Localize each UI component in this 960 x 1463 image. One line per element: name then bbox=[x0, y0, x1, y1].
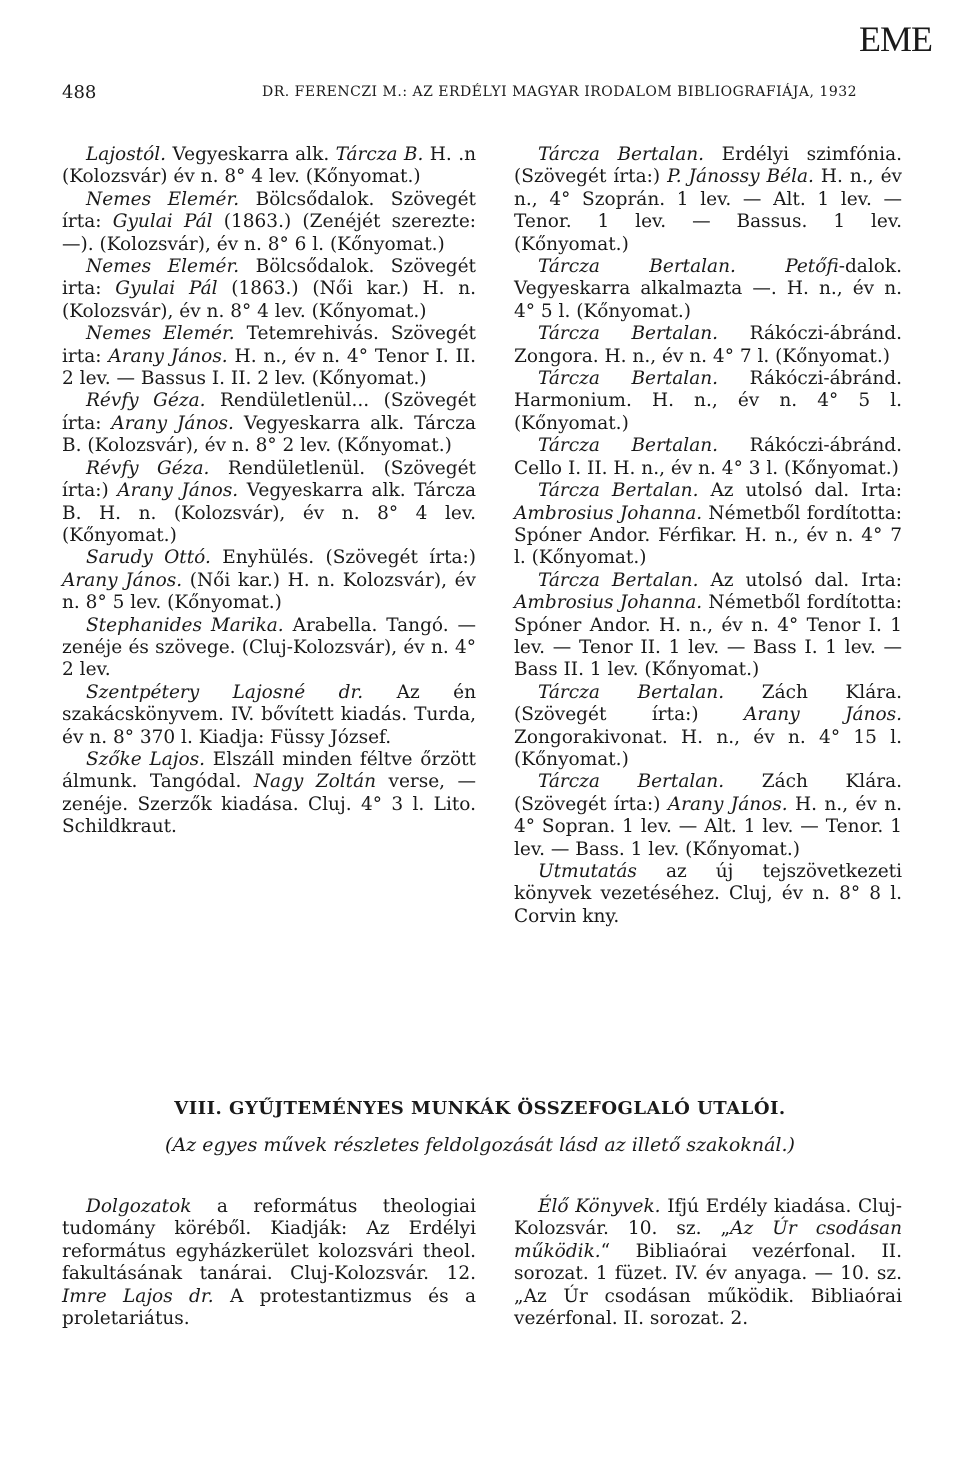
entry-italic: Imre Lajos dr. bbox=[62, 1285, 214, 1307]
bibliography-entry bbox=[514, 771, 902, 861]
page-header bbox=[62, 82, 898, 106]
entry-italic: Ambrosius Johanna. bbox=[514, 592, 703, 614]
section-subtitle: (Az egyes művek részletes feldolgozását lásd az illető szakoknál.) bbox=[165, 1134, 795, 1156]
entry-text: Az utolsó dal. Irta: bbox=[698, 569, 903, 591]
entry-author: Utmutatás bbox=[538, 861, 637, 882]
bibliography-entry bbox=[62, 390, 476, 457]
entry-text: Erdélyi szimfónia. (Szövegét írta:) bbox=[514, 144, 902, 188]
entry-author: Sarudy Ottó. bbox=[86, 547, 211, 569]
entry-author: Tárcza Bertalan. bbox=[538, 435, 719, 457]
entry-rest: H. n., év n. 4° Tenor I. II. 2 lev. — Bassus I. II. 2 lev. (Kőnyomat.) bbox=[62, 345, 476, 390]
entry-rest: H. n., év n. 4° Sopran. 1 lev. — Alt. 1 lev. — Tenor. 1 lev. — Bass. 1 lev. (Kőnyomat.) bbox=[514, 793, 902, 860]
entry-text: Zách Klára. (Szövegét írta:) bbox=[514, 771, 902, 815]
entry-rest: (Női kar.) H. n. Kolozsvár), év n. 8° 5 lev. (Kőnyomat.) bbox=[62, 569, 476, 614]
bibliography-entry bbox=[514, 1196, 902, 1330]
right-column bbox=[514, 144, 902, 928]
bibliography-entry bbox=[62, 323, 476, 390]
section-left-column bbox=[62, 1196, 476, 1330]
entry-author: Nemes Elemér. bbox=[86, 256, 240, 278]
entry-rest: A protestantizmus és a proletariátus. bbox=[62, 1285, 477, 1330]
entry-italic: Tárcza B. bbox=[335, 144, 424, 165]
entry-text bbox=[736, 256, 785, 277]
entry-text: a református theologiai tudomány köréből. Kiadják: Az Erdélyi református egyházkerület kolozsvári theol. fakultásának tanárai. Cluj-Kolozsvár. 12. bbox=[62, 1196, 476, 1285]
entry-italic: Arany János. bbox=[108, 345, 228, 367]
running-title: DR. FERENCZI M.: AZ ERDÉLYI MAGYAR IRODALOM BIBLIOGRAFIÁJA, 1932 bbox=[262, 84, 858, 100]
entry-author: Dolgozatok bbox=[86, 1196, 192, 1217]
entry-italic: Ambrosius Johanna. bbox=[514, 502, 703, 524]
bibliography-entry bbox=[62, 682, 476, 749]
publisher-logo: EME bbox=[859, 19, 932, 59]
entry-rest: Zongorakivonat. H. n., év n. 4° 15 l. (Kőnyomat.) bbox=[514, 726, 902, 770]
entry-author: Szentpétery Lajosné dr. bbox=[86, 681, 364, 703]
entry-author: Tárcza Bertalan. bbox=[538, 323, 719, 345]
entry-author: Tárcza Bertalan. bbox=[538, 771, 725, 793]
entry-italic: P. Jánossy Béla. bbox=[667, 166, 814, 188]
entry-italic: Az Úr csodásan működik. bbox=[514, 1218, 903, 1262]
entry-text: Elszáll minden féltve őrzött álmunk. Tangódal. bbox=[62, 748, 476, 793]
entry-rest: H. n., év n., 4° Szoprán. 1 lev. — Alt. 1 lev. — Tenor. 1 lev. — Bassus. 1 lev. (Kőnyomat.) bbox=[514, 166, 902, 255]
entry-author: Lajostól. bbox=[86, 144, 167, 165]
entry-rest: H. .n (Kolozsvár) év n. 8° 4 lev. (Kőnyomat.) bbox=[62, 144, 476, 188]
entry-author: Tárcza Bertalan. bbox=[538, 681, 725, 703]
entry-rest: verse, — zenéje. Szerzők kiadása. Cluj. 4° 3 l. Lito. Schildkraut. bbox=[62, 771, 476, 838]
entry-text: Az én szakácskönyvem. IV. bővített kiadás. Turda, év n. 8° 370 l. Kiadja: Füssy József. bbox=[62, 681, 477, 748]
entry-text: Ifjú Erdély kiadása. Cluj-Kolozsvár. 10. sz. „ bbox=[514, 1196, 902, 1240]
bibliography-entry bbox=[514, 256, 902, 323]
entry-text: Zách Klára. (Szövegét írta:) bbox=[514, 681, 902, 726]
entry-author: Tárcza Bertalan. bbox=[538, 480, 699, 502]
entry-rest: Vegyeskarra alk. Tárcza B. H. n. (Kolozsvár), év n. 8° 4 lev. (Kőnyomat.) bbox=[62, 480, 477, 546]
entry-text: Arabella. Tangó. — zenéje és szövege. (Cluj-Kolozsvár), év n. 4° 2 lev. bbox=[62, 614, 476, 681]
entry-rest: -dalok. Vegyeskarra alkalmazta —. H. n., év n. 4° 5 l. (Kőnyomat.) bbox=[514, 256, 902, 322]
entry-author: Révfy Géza. bbox=[86, 457, 210, 479]
entry-italic: Arany János. bbox=[117, 480, 239, 502]
entry-text: Rendületlenül... (Szövegét írta: bbox=[62, 390, 476, 434]
bibliography-entry bbox=[62, 144, 476, 189]
entry-text: Az utolsó dal. Irta: bbox=[698, 480, 903, 502]
entry-author: Szőke Lajos. bbox=[86, 748, 206, 770]
bibliography-entry bbox=[62, 458, 476, 548]
entry-rest: (1863.) (Zenéjét szerezte: —). (Kolozsvár), év n. 8° 6 l. (Kőnyomat.) bbox=[62, 211, 477, 255]
entry-text: Bölcsődalok. Szövegét írta: bbox=[62, 188, 476, 233]
entry-text: Rákóczi-ábránd. Harmonium. H. n., év n. 4° 5 l. (Kőnyomat.) bbox=[514, 368, 902, 434]
entry-italic: Nagy Zoltán bbox=[253, 771, 377, 793]
page-number: 488 bbox=[62, 82, 97, 103]
bibliography-entry bbox=[514, 570, 902, 682]
entry-rest: Németből fordította: Spóner Andor. H. n., év n. 4° Tenor I. 1 lev. — Tenor II. 1 lev. — Bass I. 1 lev. — Bass II. 1 lev. (Kőnyomat.) bbox=[514, 592, 902, 681]
entry-text: Vegyeskarra alk. bbox=[166, 144, 336, 165]
entry-italic: Petőfi bbox=[785, 256, 839, 278]
bibliography-entry bbox=[62, 1196, 476, 1330]
entry-author: Tárcza Bertalan. bbox=[538, 569, 699, 591]
entry-italic: Arany János. bbox=[744, 704, 902, 726]
bibliography-entry bbox=[514, 144, 902, 256]
bibliography-entry bbox=[62, 749, 476, 839]
entry-text: az új tejszövetkezeti könyvek vezetéséhez. Cluj, év n. 8° 8 l. Corvin kny. bbox=[514, 861, 902, 927]
entry-rest: (1863.) (Női kar.) H. n. (Kolozsvár), év n. 8° 4 lev. (Kőnyomat.) bbox=[62, 278, 477, 322]
entry-text: Tetemrehivás. Szövegét irta: bbox=[62, 323, 476, 367]
bibliography-entry bbox=[62, 189, 476, 256]
bibliography-entry bbox=[62, 615, 476, 682]
entry-text: Rendületlenül. (Szövegét írta:) bbox=[62, 457, 476, 502]
bibliography-entry bbox=[514, 480, 902, 570]
entry-author: Tárcza Bertalan. bbox=[538, 256, 736, 278]
entry-italic: Gyulai Pál bbox=[112, 211, 213, 233]
entry-author: Nemes Elemér. bbox=[86, 188, 240, 210]
bibliography-entry bbox=[62, 547, 476, 614]
entry-italic: Arany János. bbox=[667, 793, 788, 815]
section-right-column bbox=[514, 1196, 902, 1330]
entry-italic: Gyulai Pál bbox=[115, 278, 218, 300]
entry-rest: “ Bibliaórai vezérfonal. II. sorozat. 1 füzet. IV. év anyaga. — 10. sz. „Az Úr csodásan működik. Bibliaórai vezérfonal. II. sorozat. 2. bbox=[514, 1240, 902, 1330]
entry-text: Rákóczi-ábránd. Zongora. H. n., év n. 4° 7 l. (Kőnyomat.) bbox=[514, 323, 902, 367]
entry-rest: Vegyeskarra alk. Tárcza B. (Kolozsvár), év n. 8° 2 lev. (Kőnyomat.) bbox=[62, 412, 476, 457]
entry-author: Stephanides Marika. bbox=[86, 614, 284, 636]
entry-author: Révfy Géza. bbox=[86, 390, 206, 412]
entry-text: Bölcsődalok. Szövegét irta: bbox=[62, 256, 476, 300]
entry-author: Élő Könyvek. bbox=[538, 1196, 661, 1217]
left-column bbox=[62, 144, 476, 839]
bibliography-entry bbox=[514, 323, 902, 368]
bibliography-entry bbox=[514, 682, 902, 772]
entry-rest: Németből fordította: Spóner Andor. Férfikar. H. n., év n. 4° 7 l. (Kőnyomat.) bbox=[514, 502, 902, 569]
entry-author: Tárcza Bertalan. bbox=[538, 144, 705, 165]
bibliography-entry bbox=[514, 435, 902, 480]
entry-text: Enyhülés. (Szövegét írta:) bbox=[210, 547, 476, 569]
bibliography-entry bbox=[62, 256, 476, 323]
section-title: VIII. GYŰJTEMÉNYES MUNKÁK ÖSSZEFOGLALÓ UTALÓI. bbox=[174, 1098, 786, 1119]
entry-text: Rákóczi-ábránd. Cello I. II. H. n., év n. 4° 3 l. (Kőnyomat.) bbox=[514, 435, 902, 479]
entry-author: Nemes Elemér. bbox=[86, 323, 235, 345]
entry-author: Tárcza Bertalan. bbox=[538, 368, 719, 390]
entry-italic: Arany János. bbox=[111, 412, 234, 434]
bibliography-entry bbox=[514, 861, 902, 928]
entry-italic: Arany János. bbox=[62, 569, 183, 591]
bibliography-entry bbox=[514, 368, 902, 435]
